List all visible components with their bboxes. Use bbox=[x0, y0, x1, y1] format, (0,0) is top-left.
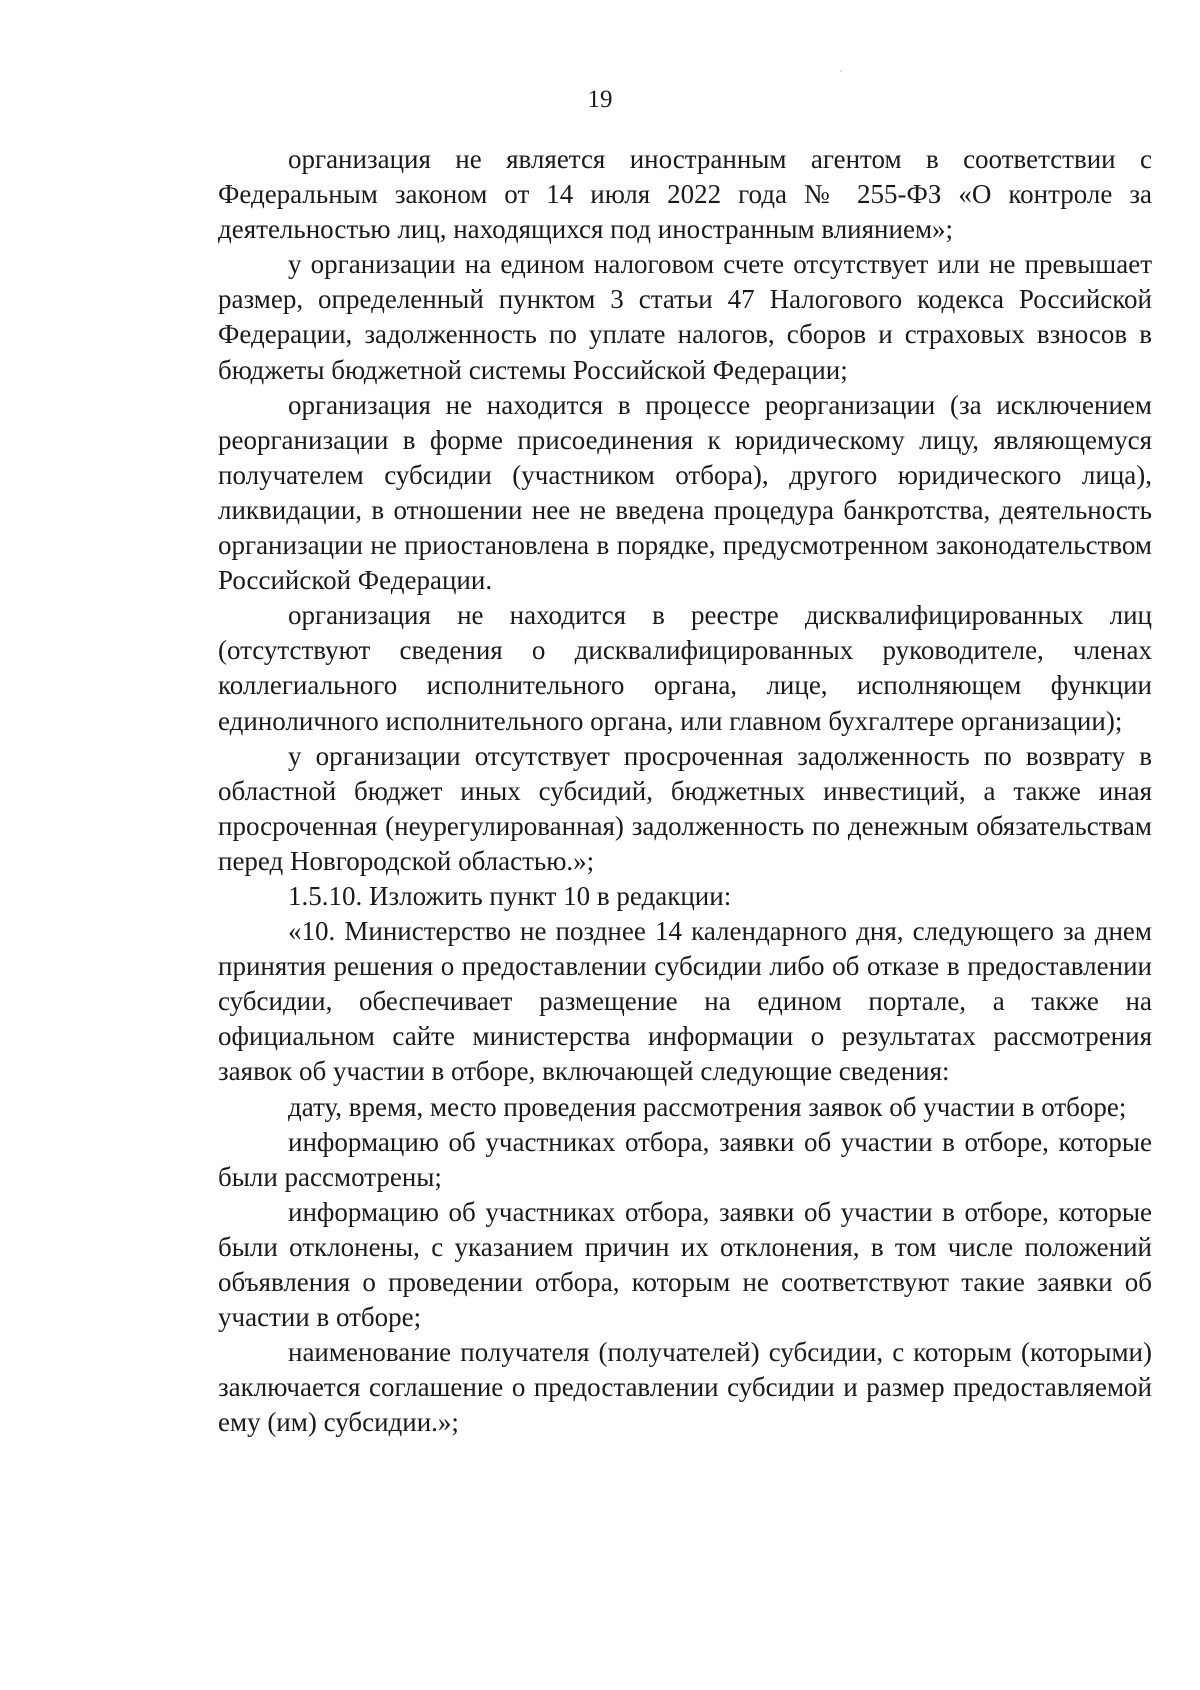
paragraph-point-10: «10. Министерство не позднее 14 календарного дня, следующего за днем принятия решения о предоставлении субсидии либо об отказе в предоставлении субсидии, обеспечивает размещение на едином портале, а также на официальном сайте министерства информации о результатах рассмотрения заявок об участии в отборе, включающей следующие сведения: bbox=[218, 916, 1152, 1087]
paragraph-amendment-1-5-10: 1.5.10. Изложить пункт 10 в редакции: bbox=[288, 880, 732, 911]
paragraph-disqualified-registry: организация не находится в реестре дисквалифицированных лиц (отсутствуют сведения о дисквалифицированных руководителе, членах коллегиального исполнительного органа, лице, исполняющем функции единоличного исполнительного органа, или главном бухгалтере организации); bbox=[218, 600, 1152, 736]
scan-speck bbox=[840, 70, 842, 72]
paragraph-review-date: дату, время, место проведения рассмотрения заявок об участии в отборе; bbox=[288, 1091, 1127, 1122]
paragraph-foreign-agent: организация не является иностранным агентом в соответствии с Федеральным законом от 14 июля 2022 года № 255-ФЗ «О контроле за деятельностью лиц, находящихся под иностранным влиянием»; bbox=[218, 144, 1152, 245]
paragraph-recipient-name: наименование получателя (получателей) субсидии, с которым (которыми) заключается соглашение о предоставлении субсидии и размер предоставляемой ему (им) субсидии.»; bbox=[218, 1337, 1152, 1438]
document-body bbox=[218, 142, 1152, 1440]
page-number: 19 bbox=[587, 86, 613, 113]
paragraph-rejected-participants: информацию об участниках отбора, заявки об участии в отборе, которые были отклонены, с указанием причин их отклонения, в том числе положений объявления о проведении отбора, которым не соответствуют такие заявки об участии в отборе; bbox=[218, 1196, 1152, 1333]
paragraph-overdue-debt: у организации отсутствует просроченная задолженность по возврату в областной бюджет иных субсидий, бюджетных инвестиций, а также иная просроченная (неурегулированная) задолженность по денежным обязательствам перед Новгородской областью.»; bbox=[218, 740, 1152, 876]
paragraph-reorganization: организация не находится в процессе реорганизации (за исключением реорганизации в форме присоединения к юридическому лицу, являющемуся получателем субсидии (участником отбора), другого юридического лица), ликвидации, в отношении нее не введена процедура банкротства, деятельность организации не приостановлена в порядке, предусмотренном законодательством Российской Федерации. bbox=[218, 389, 1152, 596]
paragraph-reviewed-participants: информацию об участниках отбора, заявки об участии в отборе, которые были рассмотрены; bbox=[218, 1126, 1152, 1192]
paragraph-tax-debt: у организации на едином налоговом счете отсутствует или не превышает размер, определенный пунктом 3 статьи 47 Налогового кодекса Российской Федерации, задолженность по уплате налогов, сборов и страховых взносов в бюджеты бюджетной системы Российской Федерации; bbox=[218, 249, 1152, 385]
